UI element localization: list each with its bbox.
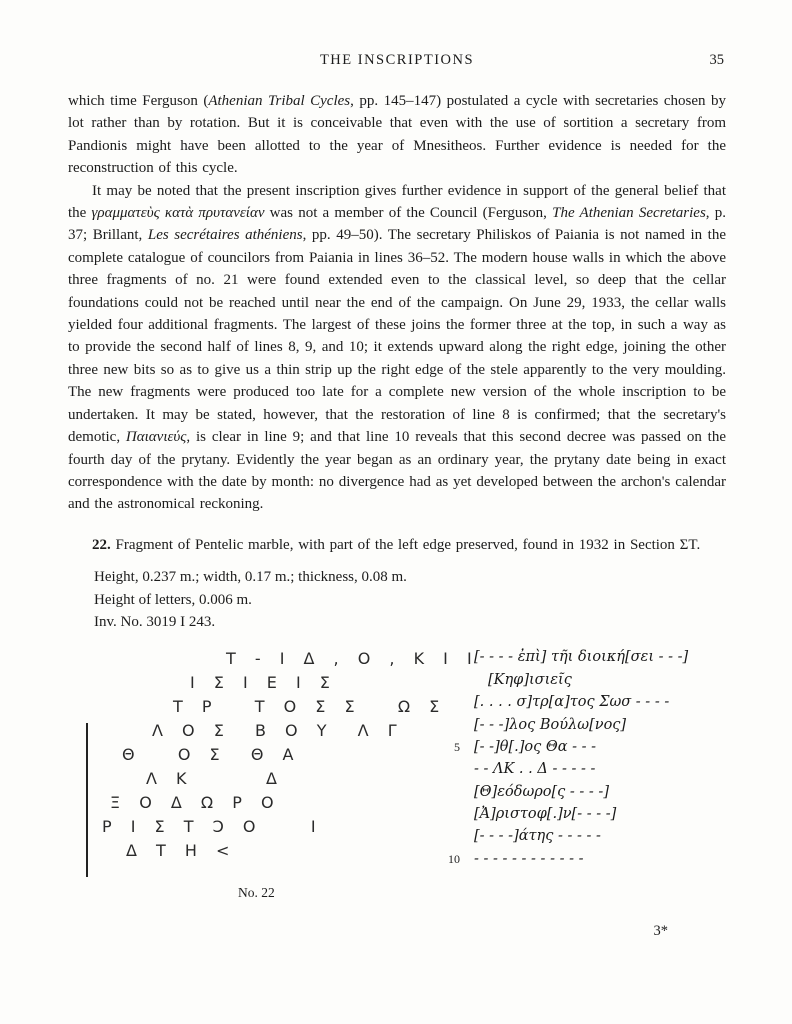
text-segment: which time Ferguson (: [68, 93, 209, 109]
drawing-line: Δ Τ Η <: [126, 841, 237, 861]
transcription-text: [- - - -]άτης - - - - -: [474, 828, 601, 845]
transcription-text: - - - - - - - - - - - -: [474, 850, 584, 867]
drawing-line: Ξ Ο Δ Ω Ρ Ο: [110, 793, 281, 813]
transcription-row: [436, 717, 688, 739]
transcription-row: [436, 649, 688, 671]
text-segment: Παιανιεύς: [125, 429, 187, 446]
drawing-line: Τ - Ι Δ , Ο , Κ Ι Ι: [226, 649, 479, 669]
running-title: THE INSCRIPTIONS: [319, 52, 475, 68]
transcription-text: - - ΛΚ . . Δ - - - - -: [474, 761, 596, 778]
inscription-drawing: [86, 649, 479, 901]
transcription-text: [Ἀ]ριστοφ[.]ν[- - - -]: [474, 806, 617, 823]
text-segment: 22.: [92, 536, 111, 553]
line-number: 5: [454, 739, 460, 754]
text-segment: , is clear in line 9; and that line 10 reveals that this second decree was passed on the fourth day of the prytany. Evidently the year began as an ordinary year, the prytany date being in exact correspondence with the date by month: no divergence had as yet developed between the archon's calendar and the astronomical reckoning.: [68, 429, 726, 513]
transcription: [436, 649, 688, 873]
text-segment: Les secrétaires athéniens: [147, 227, 303, 244]
transcription-text: [Κηφ]ισιεῖς: [488, 671, 572, 688]
transcription-row: [436, 806, 688, 828]
transcription-row: [436, 694, 688, 716]
text-segment: was not a member of the Council (Ferguson,: [264, 205, 553, 222]
entry-22: [68, 534, 726, 556]
transcription-text: [- - -]λος Βούλω[νος]: [474, 716, 627, 733]
line-number: 10: [448, 851, 460, 866]
drawing-line: Τ Ρ Τ Ο Σ Σ Ω Σ: [173, 697, 447, 717]
text-segment: , pp. 49–50). The secretary Philiskos of Paiania is not named in the complete catalogue of councilors from Paiania in lines 36–52. The modern house walls in which the above three fragments of no. 21 were found extended even to the classical level, so deep that the cellar foundations could not be reached until near the end of the campaign. On June 29, 1933, the cellar walls yielded four additional fragments. The largest of these joins the former three at the top, in such a way as to provide the second half of lines 8, 9, and 10; it extends upward along the right edge, joining the other three new bits so as to give us a thin strip up the right edge of the stele apparently to the very moulding. The new fragments were produced too late for a complete new version of the whole inscription to be undertaken. It may be stated, however, that the restoration of line 8 is confirmed; that the secretary's demotic,: [68, 227, 727, 446]
drawing-line: Ι Σ Ι Ε Ι Σ: [190, 673, 337, 693]
transcription-row: [436, 828, 688, 850]
transcription-row: [436, 784, 688, 806]
transcription-text: [- -]θ[.]ος Θα - - -: [474, 738, 597, 755]
text-segment: , p. 37; Brillant,: [68, 205, 726, 244]
transcription-text: [. . . . σ]τρ[α]τος Σωσ - - - -: [474, 694, 670, 711]
measurement-line: Height, 0.237 m.; width, 0.17 m.; thickness, 0.08 m.: [94, 569, 407, 586]
transcription-text: [Θ]εόδωρο[ς - - - -]: [474, 783, 609, 800]
figure-caption: No. 22: [238, 885, 275, 901]
measurement-line: Inv. No. 3019 I 243.: [94, 613, 216, 630]
transcription-text: [- - - - ἐπὶ] τῆι διοική[σει - - -]: [474, 649, 689, 666]
paragraph-discussion: [68, 180, 726, 516]
stone-edge-line: [86, 723, 88, 877]
page-header: [68, 52, 726, 74]
text-segment: Athenian Tribal Cycles: [208, 93, 351, 109]
text-segment: γραμματεὺς κατὰ πρυτανείαν: [91, 205, 265, 222]
measurements-block: [94, 566, 726, 633]
measurement-line: Height of letters, 0.006 m.: [94, 591, 252, 608]
transcription-row: [436, 739, 688, 761]
signature-mark: 3*: [653, 923, 668, 940]
text-segment: The Athenian Secretaries: [552, 205, 706, 222]
inscription-figure: [68, 647, 726, 905]
drawing-line: Λ Κ Δ: [146, 769, 284, 789]
paragraph-continuation: [68, 90, 726, 180]
drawing-line: Ρ Ι Σ Τ Ɔ Ο Ι: [102, 817, 323, 837]
text-segment: , pp. 145–147) postulated a cycle with secretaries chosen by lot rather than by rotation. But it is conceivable that even with the use of sortition a secretary from Pandionis might have been allotted to the year of Mnesitheos. Further evidence is needed for the reconstruction of this cycle.: [68, 93, 727, 177]
drawing-line: Λ Ο Σ Β Ο Υ Λ Γ: [152, 721, 404, 741]
drawing-line: Θ Ο Σ Θ Α: [122, 745, 301, 765]
transcription-row: [436, 672, 688, 694]
text-segment: Fragment of Pentelic marble, with part of the left edge preserved, found in 1932 in Section ΣΤ.: [110, 536, 701, 553]
text-segment: It may be noted that the present inscription gives further evidence in support of the general belief that the: [68, 182, 726, 222]
page-number: 35: [709, 52, 724, 68]
transcription-row: [436, 851, 688, 873]
transcription-row: [436, 761, 688, 783]
